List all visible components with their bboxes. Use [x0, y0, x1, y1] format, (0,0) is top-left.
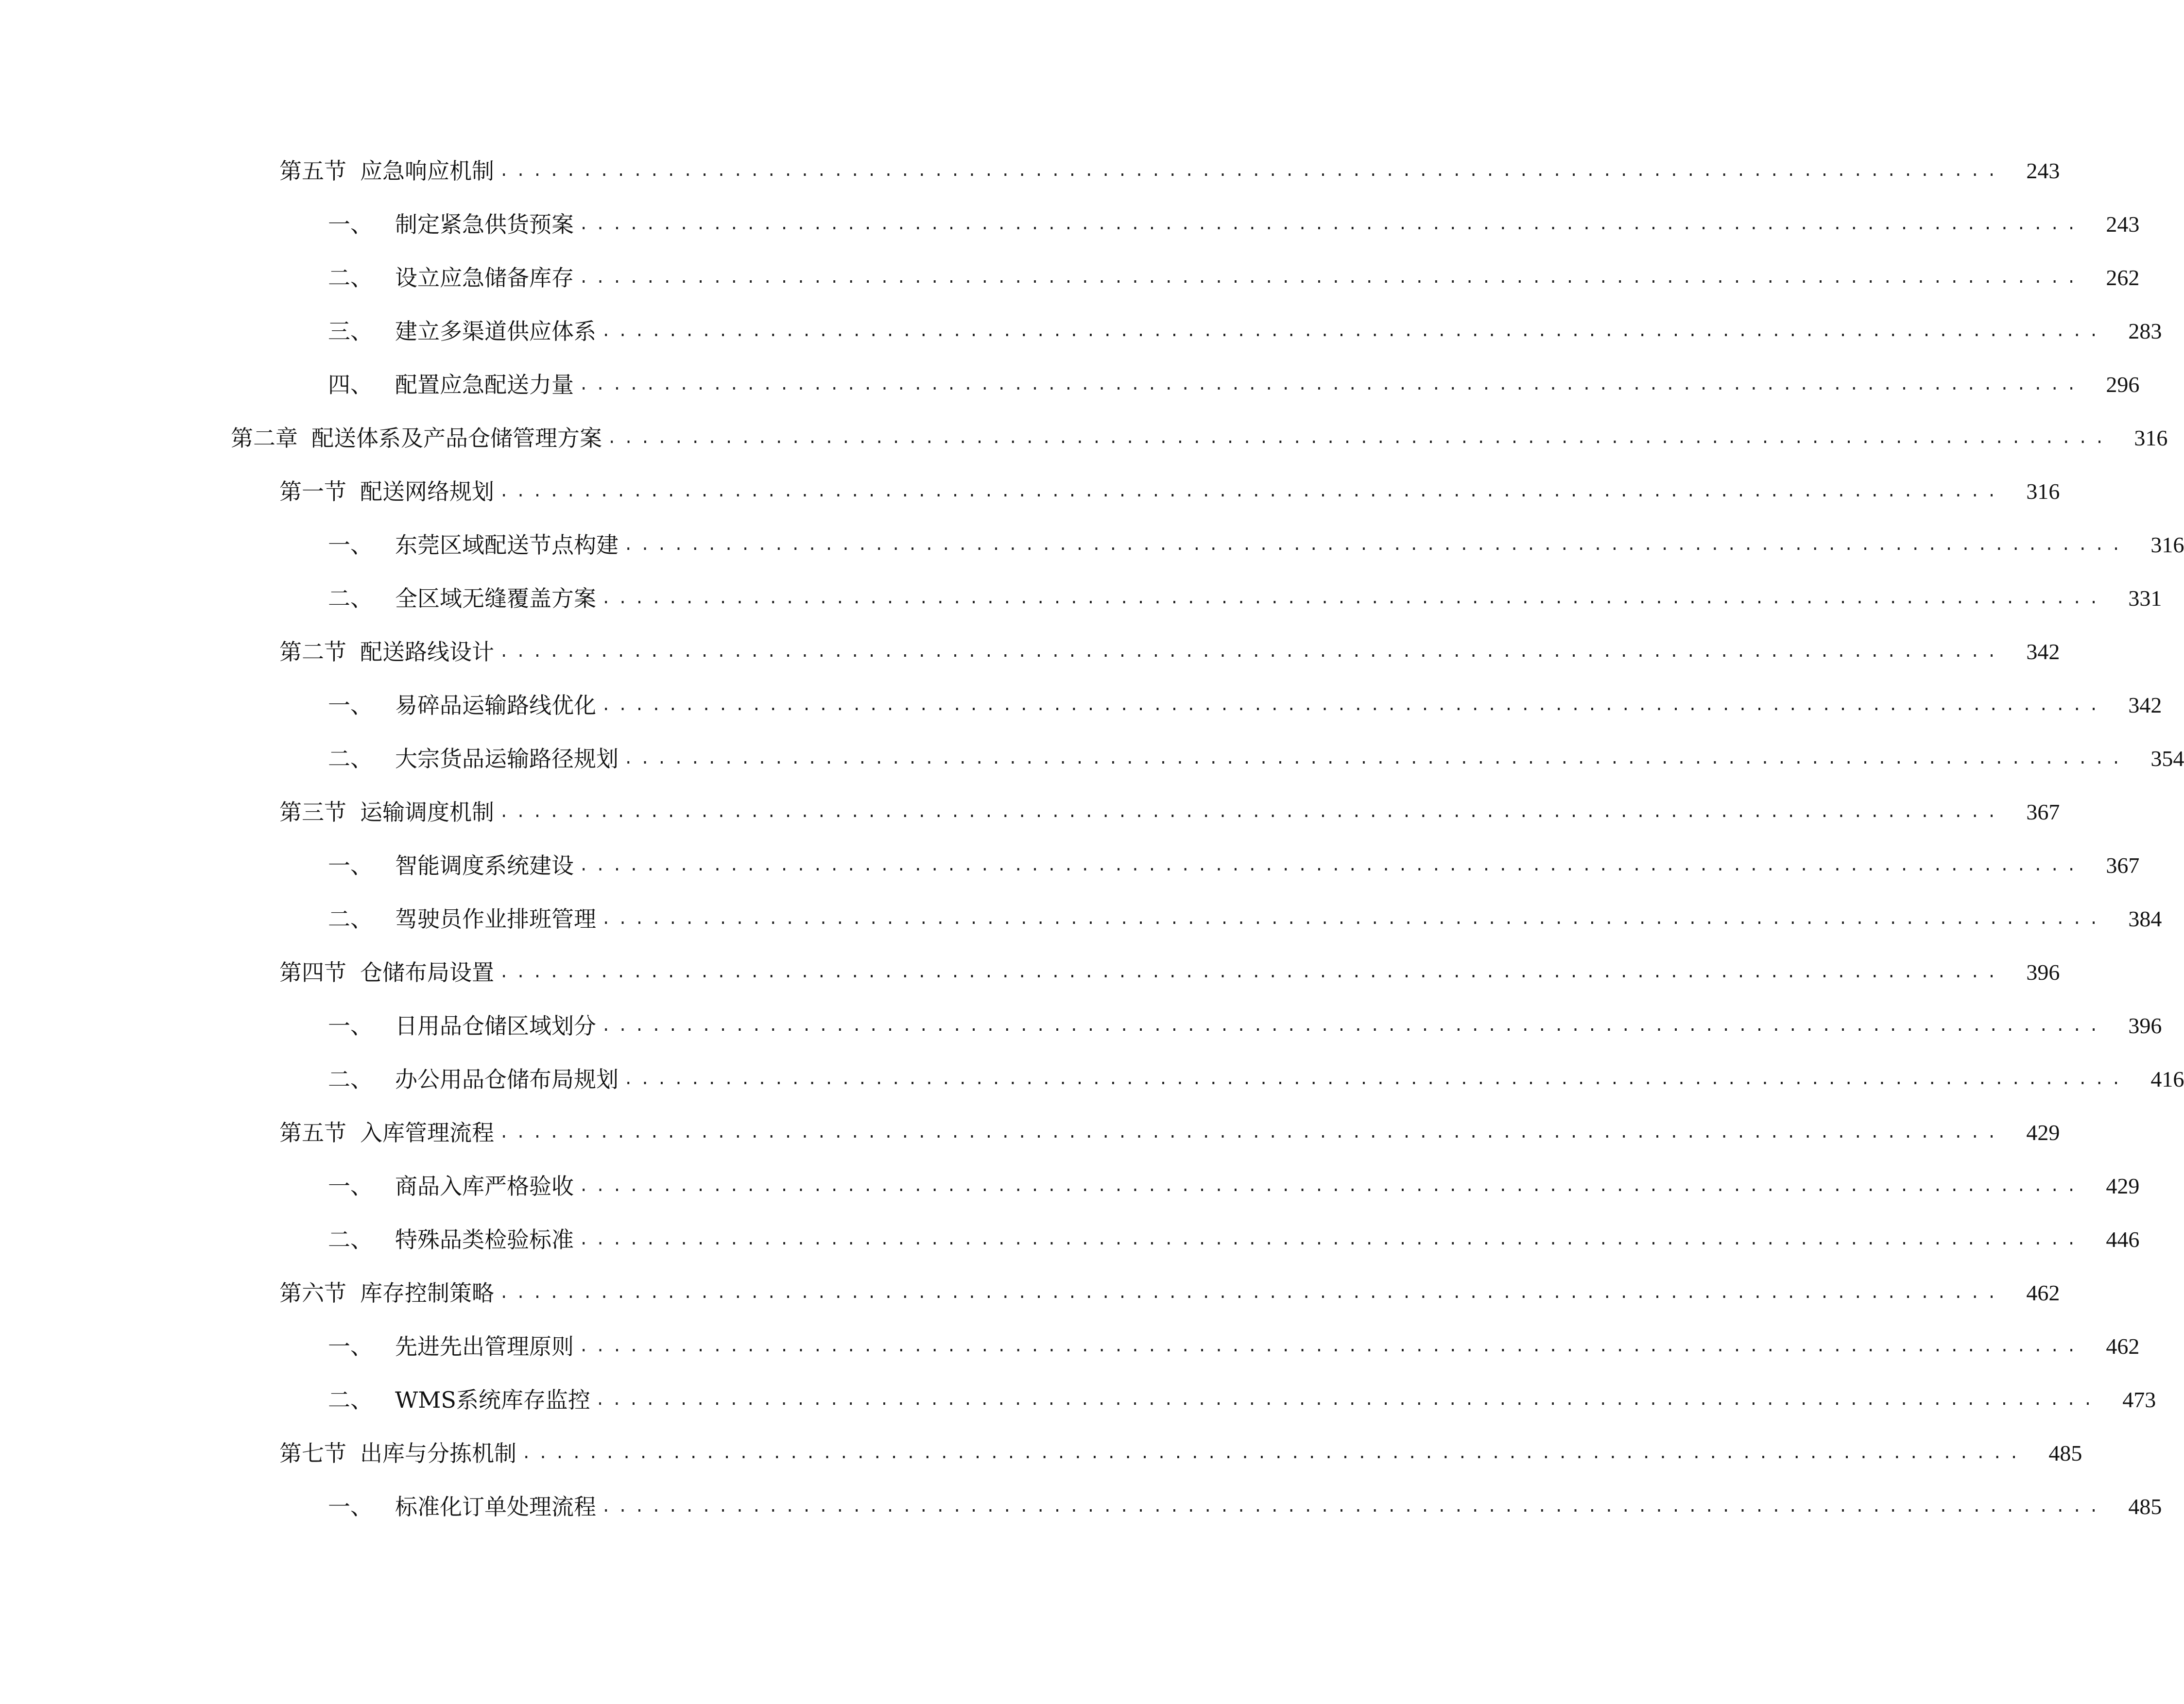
toc-title: 应急响应机制 — [360, 158, 494, 184]
toc-title: 出库与分拣机制 — [360, 1440, 516, 1466]
toc-label — [328, 686, 596, 725]
toc-title: 特殊品类检验标准 — [395, 1227, 574, 1253]
toc-number: 第三节 — [279, 799, 346, 825]
toc-number: 第六节 — [279, 1280, 346, 1306]
toc-page-number: 367 — [2026, 800, 2060, 824]
toc-page-number: 485 — [2128, 1494, 2162, 1519]
toc-number: 二、 — [328, 265, 373, 291]
toc-number: 二、 — [328, 1227, 373, 1253]
toc-subsection-entry[interactable] — [328, 1380, 2156, 1419]
toc-title: 易碎品运输路线优化 — [395, 692, 596, 718]
toc-page-number: 342 — [2026, 639, 2060, 664]
toc-section-entry[interactable] — [279, 793, 2060, 832]
toc-page-number: 462 — [2026, 1280, 2060, 1305]
toc-number: 三、 — [328, 318, 373, 344]
toc-page-number: 354 — [2150, 746, 2184, 771]
toc-title: 商品入库严格验收 — [395, 1173, 574, 1199]
toc-title: 标准化订单处理流程 — [395, 1494, 596, 1520]
toc-number: 一、 — [328, 532, 373, 558]
toc-title: 制定紧急供货预案 — [395, 211, 574, 238]
toc-page-number: 316 — [2026, 479, 2060, 504]
toc-page-number: 462 — [2106, 1334, 2140, 1359]
toc-title: 入库管理流程 — [360, 1120, 494, 1146]
toc-page-number: 429 — [2026, 1120, 2060, 1145]
toc-label — [328, 258, 574, 297]
dot-leader: .......................................................................................... — [623, 537, 2128, 555]
toc-section-entry[interactable] — [279, 1434, 2082, 1473]
toc-page-number: 396 — [2026, 960, 2060, 985]
toc-label — [328, 1006, 596, 1045]
dot-leader: .......................................................................................... — [595, 1392, 2100, 1410]
toc-label — [328, 1060, 619, 1099]
toc-label — [328, 900, 596, 938]
toc-title: 仓储布局设置 — [360, 959, 494, 986]
toc-section-entry[interactable] — [279, 472, 2060, 511]
dot-leader: .......................................................................................... — [499, 644, 2004, 662]
toc-label — [328, 1327, 574, 1366]
dot-leader: .......................................................................................... — [601, 1499, 2106, 1517]
dot-leader: .......................................................................................... — [579, 1231, 2083, 1250]
toc-subsection-entry[interactable] — [328, 579, 2162, 618]
dot-leader: .......................................................................................... — [601, 697, 2106, 716]
toc-subsection-entry[interactable] — [328, 1220, 2140, 1259]
toc-page-number: 396 — [2128, 1013, 2162, 1038]
toc-title: WMS系统库存监控 — [395, 1387, 590, 1413]
dot-leader: .......................................................................................... — [623, 1071, 2128, 1090]
toc-subsection-entry[interactable] — [328, 739, 2184, 778]
toc-section-entry[interactable] — [279, 632, 2060, 671]
toc-page-number: 429 — [2106, 1174, 2140, 1198]
dot-leader: .......................................................................................... — [521, 1445, 2026, 1464]
dot-leader: .......................................................................................... — [499, 964, 2004, 983]
dot-leader: .......................................................................................... — [579, 270, 2083, 288]
toc-subsection-entry[interactable] — [328, 686, 2162, 725]
toc-number: 第四节 — [279, 959, 346, 986]
dot-leader: .......................................................................................... — [601, 323, 2106, 341]
toc-number: 一、 — [328, 852, 373, 879]
toc-number: 第七节 — [279, 1440, 346, 1466]
toc-number: 一、 — [328, 1173, 373, 1199]
toc-title: 全区域无缝覆盖方案 — [395, 585, 596, 612]
toc-subsection-entry[interactable] — [328, 205, 2140, 244]
dot-leader: .......................................................................................... — [601, 1018, 2106, 1036]
toc-page-number: 243 — [2026, 158, 2060, 183]
dot-leader: .......................................................................................... — [579, 1338, 2083, 1357]
toc-label — [328, 365, 574, 404]
toc-page-number: 283 — [2128, 319, 2162, 343]
toc-subsection-entry[interactable] — [328, 900, 2162, 938]
dot-leader: .......................................................................................... — [579, 1178, 2083, 1196]
dot-leader: .......................................................................................... — [607, 430, 2112, 448]
toc-label — [279, 1274, 494, 1312]
toc-number: 一、 — [328, 211, 373, 238]
dot-leader: .......................................................................................... — [499, 163, 2004, 181]
toc-label — [328, 205, 574, 244]
dot-leader: .......................................................................................... — [601, 911, 2106, 929]
toc-label — [279, 953, 494, 992]
toc-page-number: 243 — [2106, 212, 2140, 237]
toc-subsection-entry[interactable] — [328, 1060, 2184, 1099]
toc-title: 配送体系及产品仓储管理方案 — [311, 425, 602, 451]
dot-leader: .......................................................................................... — [499, 1125, 2004, 1143]
dot-leader: .......................................................................................... — [579, 857, 2083, 876]
dot-leader: .......................................................................................... — [499, 483, 2004, 502]
toc-label — [328, 526, 619, 564]
toc-label — [279, 793, 494, 832]
toc-number: 一、 — [328, 1333, 373, 1360]
toc-number: 第二节 — [279, 639, 346, 665]
toc-subsection-entry[interactable] — [328, 1167, 2140, 1206]
toc-chapter-entry[interactable] — [231, 419, 2168, 458]
toc-subsection-entry[interactable] — [328, 312, 2162, 351]
toc-number: 一、 — [328, 1013, 373, 1039]
toc-label — [279, 1434, 516, 1473]
toc-page-number: 316 — [2134, 426, 2168, 450]
toc-number: 二、 — [328, 1387, 373, 1413]
toc-number: 二、 — [328, 1066, 373, 1092]
toc-label — [279, 1113, 494, 1152]
toc-title: 设立应急储备库存 — [395, 265, 574, 291]
toc-number: 一、 — [328, 692, 373, 718]
toc-title: 驾驶员作业排班管理 — [395, 906, 596, 932]
toc-label — [328, 1380, 590, 1419]
toc-title: 智能调度系统建设 — [395, 852, 574, 879]
toc-subsection-entry[interactable] — [328, 1487, 2162, 1526]
toc-label — [231, 419, 602, 458]
toc-number: 第五节 — [279, 1120, 346, 1146]
toc-number: 二、 — [328, 906, 373, 932]
toc-number: 二、 — [328, 746, 373, 772]
toc-label — [279, 632, 494, 671]
toc-subsection-entry[interactable] — [328, 258, 2140, 297]
toc-page-number: 485 — [2048, 1441, 2082, 1465]
toc-page-number: 342 — [2128, 693, 2162, 717]
toc-label — [328, 846, 574, 885]
toc-title: 配送路线设计 — [360, 639, 494, 665]
toc-label — [328, 312, 596, 351]
toc-page-number: 316 — [2150, 532, 2184, 557]
toc-label — [279, 152, 494, 190]
toc-page-number: 331 — [2128, 586, 2162, 611]
toc-number: 第二章 — [231, 425, 298, 451]
dot-leader: .......................................................................................... — [499, 804, 2004, 822]
toc-subsection-entry[interactable] — [328, 1327, 2140, 1366]
dot-leader: .......................................................................................... — [601, 590, 2106, 609]
toc-page-number: 416 — [2150, 1067, 2184, 1091]
toc-label — [328, 1167, 574, 1206]
toc-page-number: 446 — [2106, 1227, 2140, 1252]
toc-number: 第一节 — [279, 478, 346, 505]
toc-page-number: 473 — [2122, 1387, 2156, 1412]
toc-label — [328, 739, 619, 778]
toc-title: 运输调度机制 — [360, 799, 494, 825]
toc-title: 库存控制策略 — [360, 1280, 494, 1306]
dot-leader: .......................................................................................... — [579, 216, 2083, 235]
toc-subsection-entry[interactable] — [328, 1006, 2162, 1045]
dot-leader: .......................................................................................... — [623, 750, 2128, 769]
toc-section-entry[interactable] — [279, 152, 2060, 190]
toc-number: 第五节 — [279, 158, 346, 184]
toc-title: 建立多渠道供应体系 — [395, 318, 596, 344]
toc-title: 大宗货品运输路径规划 — [395, 746, 619, 772]
dot-leader: .......................................................................................... — [499, 1285, 2004, 1303]
toc-label — [328, 1220, 574, 1259]
toc-title: 配送网络规划 — [360, 478, 494, 505]
toc-section-entry[interactable] — [279, 1113, 2060, 1152]
toc-number: 二、 — [328, 585, 373, 612]
toc-page-number: 262 — [2106, 265, 2140, 290]
toc-title: 东莞区域配送节点构建 — [395, 532, 619, 558]
toc-title: 日用品仓储区域划分 — [395, 1013, 596, 1039]
toc-section-entry[interactable] — [279, 953, 2060, 992]
toc-subsection-entry[interactable] — [328, 365, 2140, 404]
dot-leader: .......................................................................................... — [579, 376, 2083, 395]
toc-title: 配置应急配送力量 — [395, 372, 574, 398]
toc-title: 先进先出管理原则 — [395, 1333, 574, 1360]
toc-number: 四、 — [328, 372, 373, 398]
toc-page-number: 384 — [2128, 906, 2162, 931]
toc-label — [328, 579, 596, 618]
toc-subsection-entry[interactable] — [328, 526, 2184, 564]
toc-label — [328, 1487, 596, 1526]
toc-number: 一、 — [328, 1494, 373, 1520]
toc-page-number: 367 — [2106, 853, 2140, 878]
toc-page-number: 296 — [2106, 372, 2140, 397]
toc-subsection-entry[interactable] — [328, 846, 2140, 885]
toc-title: 办公用品仓储布局规划 — [395, 1066, 619, 1092]
toc-section-entry[interactable] — [279, 1274, 2060, 1312]
toc-label — [279, 472, 494, 511]
